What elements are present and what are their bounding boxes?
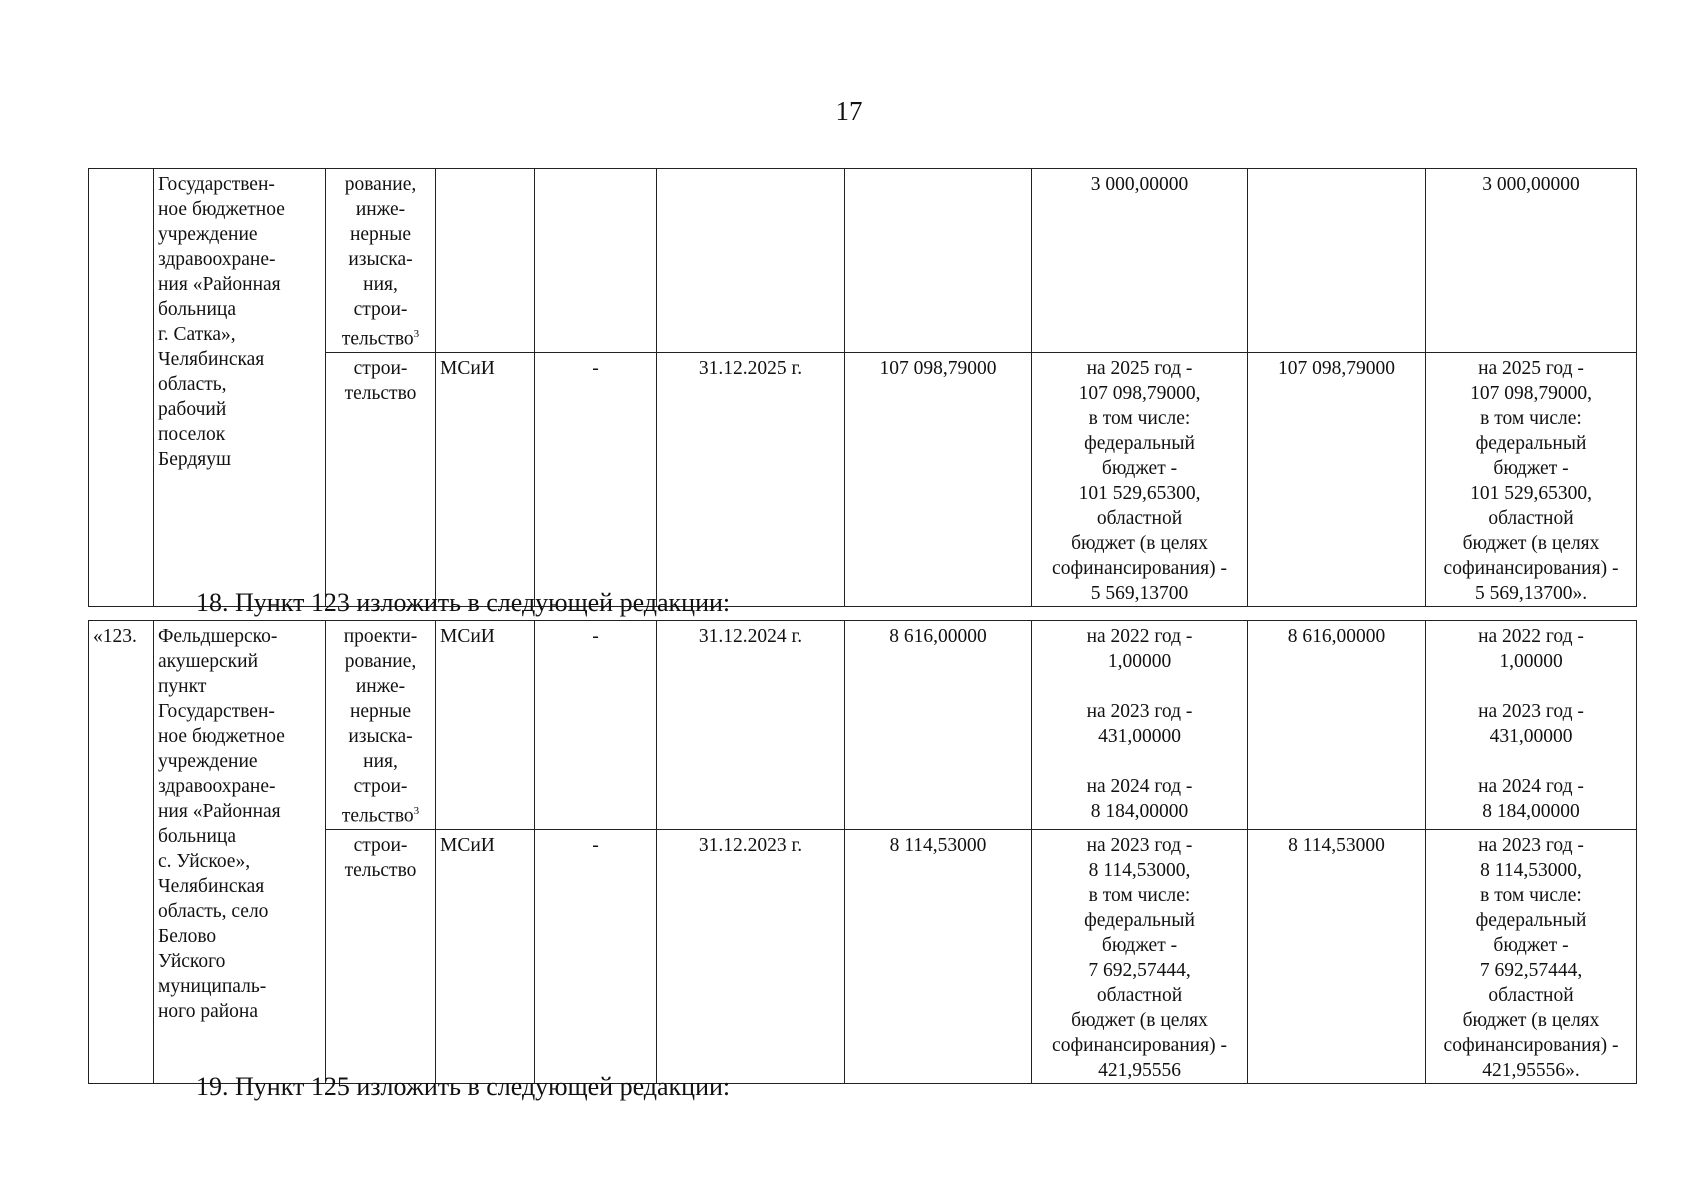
deadline-cell <box>657 169 845 353</box>
funding-total-cell: на 2023 год - 8 114,53000, в том числе: федеральный бюджет - 7 692,57444, областной бюджет (в целях софинансирования) - 421,95556». <box>1426 829 1637 1083</box>
funding-cell: на 2022 год - 1,00000 на 2023 год - 431,00000 на 2024 год - 8 184,00000 <box>1032 621 1248 830</box>
customer-cell: МСиИ <box>436 352 535 606</box>
paragraph-19: 19. Пункт 125 изложить в следующей редакции: <box>196 1072 731 1101</box>
object-name-cell: Государствен- ное бюджетное учреждение здравоохране- ния «Районная больница г. Сатка», Челябинская область, рабочий поселок Бердяуш <box>154 169 326 607</box>
work-type-text: проекти- рование, инже- нерные изыска- ния, строи- тельство <box>341 626 418 827</box>
cost-cell: 107 098,79000 <box>845 352 1032 606</box>
funding-total-cell: 3 000,00000 <box>1426 169 1637 353</box>
deadline-cell: 31.12.2025 г. <box>657 352 845 606</box>
funding-cell: 3 000,00000 <box>1032 169 1248 353</box>
dash-cell: - <box>535 352 657 606</box>
work-type-cell: строи- тельство <box>326 829 436 1083</box>
table-row <box>89 169 1637 353</box>
amount-cell: 8 114,53000 <box>1248 829 1426 1083</box>
cost-cell: 8 616,00000 <box>845 621 1032 830</box>
deadline-cell: 31.12.2024 г. <box>657 621 845 830</box>
work-type-cell: строи- тельство <box>326 352 436 606</box>
investment-table-item-123 <box>88 620 1637 1084</box>
work-type-text: рование, инже- нерные изыска- ния, строи- тельство <box>341 174 417 350</box>
item-number-cell <box>89 169 154 607</box>
funding-cell: на 2023 год - 8 114,53000, в том числе: федеральный бюджет - 7 692,57444, областной бюджет (в целях софинансирования) - 421,95556 <box>1032 829 1248 1083</box>
deadline-cell: 31.12.2023 г. <box>657 829 845 1083</box>
dash-cell: - <box>535 621 657 830</box>
cost-cell <box>845 169 1032 353</box>
amount-cell: 107 098,79000 <box>1248 352 1426 606</box>
footnote-marker: 3 <box>413 805 420 817</box>
page-number: 17 <box>835 96 863 126</box>
amount-cell: 8 616,00000 <box>1248 621 1426 830</box>
dash-cell <box>535 169 657 353</box>
work-type-cell <box>326 621 436 830</box>
footnote-marker: 3 <box>413 328 420 340</box>
investment-table-continued <box>88 168 1637 607</box>
cost-cell: 8 114,53000 <box>845 829 1032 1083</box>
customer-cell: МСиИ <box>436 829 535 1083</box>
funding-total-cell: на 2025 год - 107 098,79000, в том числе: федеральный бюджет - 101 529,65300, областной бюджет (в целях софинансирования) - 5 569,13700». <box>1426 352 1637 606</box>
customer-cell <box>436 169 535 353</box>
dash-cell: - <box>535 829 657 1083</box>
item-number-cell: «123. <box>89 621 154 1084</box>
object-name-cell: Фельдшерско- акушерский пункт Государствен- ное бюджетное учреждение здравоохране- ния «Районная больница с. Уйское», Челябинская область, село Белово Уйского муниципаль- ного района <box>154 621 326 1084</box>
table-row <box>89 621 1637 830</box>
work-type-cell <box>326 169 436 353</box>
funding-cell: на 2025 год - 107 098,79000, в том числе: федеральный бюджет - 101 529,65300, областной бюджет (в целях софинансирования) - 5 569,13700 <box>1032 352 1248 606</box>
funding-total-cell: на 2022 год - 1,00000 на 2023 год - 431,00000 на 2024 год - 8 184,00000 <box>1426 621 1637 830</box>
amount-cell <box>1248 169 1426 353</box>
paragraph-18: 18. Пункт 123 изложить в следующей редакции: <box>196 588 731 617</box>
customer-cell: МСиИ <box>436 621 535 830</box>
